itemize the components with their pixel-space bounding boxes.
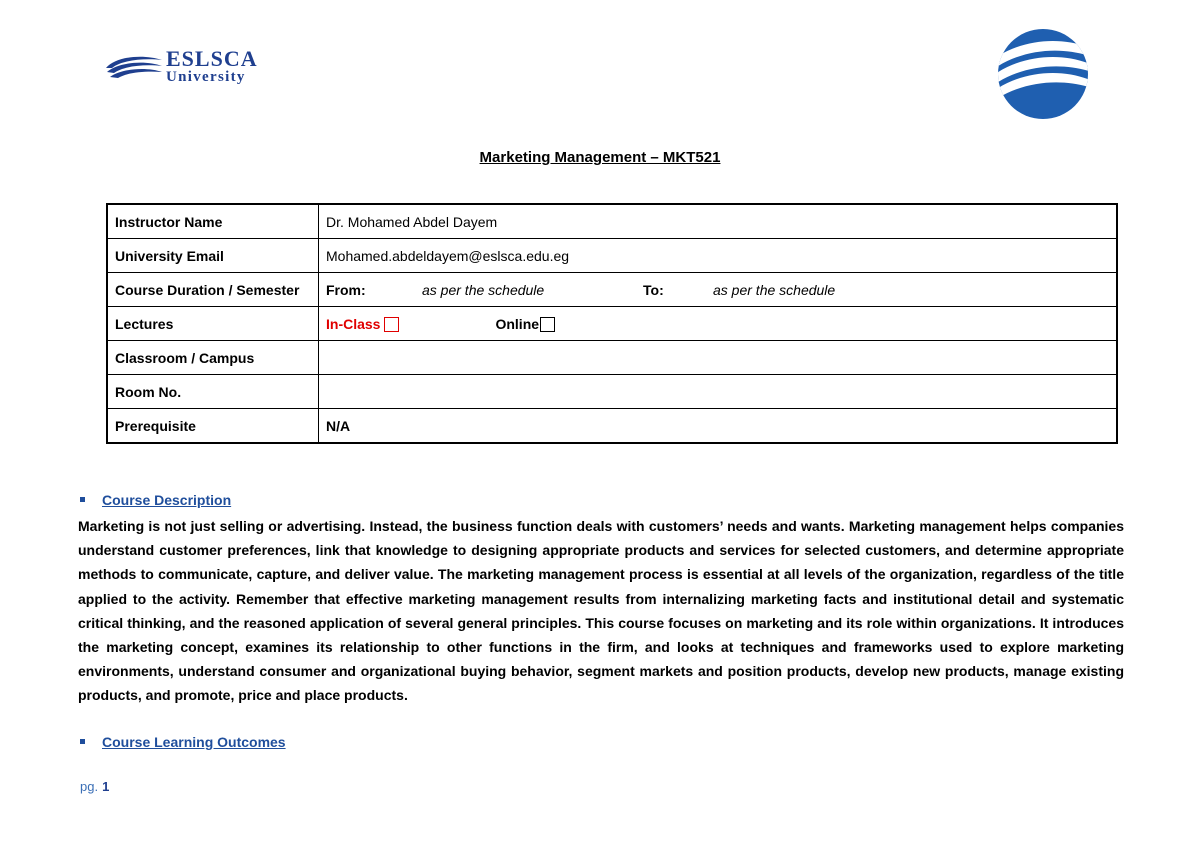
page-footer (80, 779, 109, 794)
instructor-value: Dr. Mohamed Abdel Dayem (319, 204, 1118, 239)
lectures-label: Lectures (107, 307, 319, 341)
room-label: Room No. (107, 375, 319, 409)
table-row (107, 239, 1117, 273)
lectures-value (319, 307, 1118, 341)
prereq-label: Prerequisite (107, 409, 319, 444)
to-value: as per the schedule (713, 281, 836, 298)
eslsca-emblem (995, 28, 1091, 120)
email-label: University Email (107, 239, 319, 273)
logo-wordmark (166, 48, 258, 85)
duration-value (319, 273, 1118, 307)
table-row (107, 204, 1117, 239)
inclass-checkbox[interactable] (384, 317, 399, 332)
square-bullet-icon (80, 497, 85, 502)
learning-outcomes-heading (80, 734, 286, 750)
prereq-value: N/A (319, 409, 1118, 444)
from-label: From: (326, 281, 366, 298)
page-label: pg. (80, 779, 99, 794)
to-label: To: (643, 281, 664, 298)
course-description-text: Marketing is not just selling or advertising. Instead, the business function deals with customers’ needs and wants. Marketing management helps companies understand customer preferences, link that knowledge to designing appropriate products and services for selected customers, and determine appropriate methods to communicate, capture, and deliver value. The marketing management process is essential at all levels of the organization, regardless of the title applied to the activity. Remember that effective marketing management results from internalizing marketing facts and institutional detail and systematic critical thinking, and the reasoned application of several general principles. This course focuses on marketing and its role within organizations. It introduces the marketing concept, examines its relationship to other functions in the firm, and looks at techniques and frameworks used to explore marketing environments, understand consumer and organizational buying behavior, segment markets and position products, develop new products, manage existing products, and promote, price and place products. (78, 518, 1124, 704)
table-row (107, 273, 1117, 307)
swoosh-logo-icon (104, 52, 164, 84)
logo-line-1: ESLSCA (166, 46, 258, 71)
online-checkbox[interactable] (540, 317, 555, 332)
table-row (107, 341, 1117, 375)
email-value: Mohamed.abdeldayem@eslsca.edu.eg (319, 239, 1118, 273)
course-description-heading-text: Course Description (102, 492, 232, 508)
table-row (107, 307, 1117, 341)
room-value (319, 375, 1118, 409)
duration-label: Course Duration / Semester (107, 273, 319, 307)
course-info-table (106, 203, 1118, 444)
classroom-value (319, 341, 1118, 375)
page-number: 1 (102, 779, 110, 794)
instructor-label: Instructor Name (107, 204, 319, 239)
course-description-heading (80, 492, 231, 508)
online-label: Online (495, 315, 540, 332)
square-bullet-icon (80, 739, 85, 744)
table-row (107, 375, 1117, 409)
logo-line-2: University (166, 69, 246, 85)
classroom-label: Classroom / Campus (107, 341, 319, 375)
document-title: Marketing Management – MKT521 (479, 149, 721, 166)
inclass-label: In-Class (326, 315, 381, 332)
emblem-icon (995, 28, 1091, 120)
from-value: as per the schedule (422, 281, 545, 298)
eslsca-logo (104, 48, 294, 84)
learning-outcomes-heading-text: Course Learning Outcomes (102, 734, 286, 750)
table-row (107, 409, 1117, 444)
